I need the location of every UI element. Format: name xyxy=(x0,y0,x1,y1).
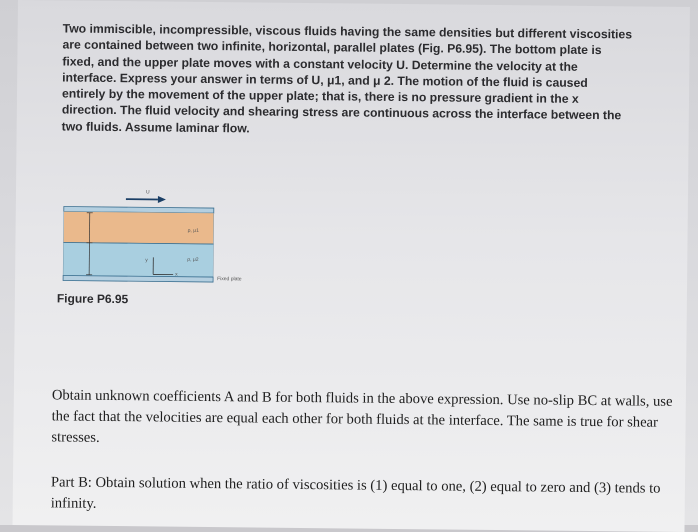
x-axis-label: x xyxy=(175,272,178,278)
textbook-page xyxy=(13,0,690,532)
figure-p6-95 xyxy=(61,186,262,288)
fluid-1-label: ρ, μ1 xyxy=(188,228,200,234)
velocity-label: U xyxy=(146,189,150,195)
part-a-instructions: Obtain unknown coefficients A and B for both fluids in the above expression. Use no-slip BC at walls, use the fact that the velocities are equal each other for both fluids at the interface. The same is true for shear stresses. xyxy=(51,385,682,455)
problem-statement: Two immiscible, incompressible, viscous fluids having the same densities but different viscosities are contained between two infinite, horizontal, parallel plates (Fig. P6.95). The bottom plate is fixed, and the upper plate moves with a constant velocity U. Determine the velocity at the interface. Express your answer in terms of U, μ1, and μ 2. The motion of the fluid is caused entirely by the movement of the upper plate; that is, there is no pressure gradient in the x direction. The fluid velocity and shearing stress are continuous across the interface between the two fluids. Assume laminar flow. xyxy=(62,20,633,140)
fixed-plate-label: Fixed plate xyxy=(217,276,242,282)
figure-caption: Figure P6.95 xyxy=(57,291,129,306)
part-b-instructions: Part B: Obtain solution when the ratio of viscosities is (1) equal to one, (2) equal to zero and (3) tends to infinity. xyxy=(51,472,681,521)
fluid-2-label: ρ, μ2 xyxy=(187,257,199,263)
y-axis-label: y xyxy=(145,257,148,263)
fixed-plate xyxy=(63,275,213,282)
velocity-arrowhead xyxy=(158,196,166,203)
two-fluid-diagram xyxy=(61,186,262,288)
